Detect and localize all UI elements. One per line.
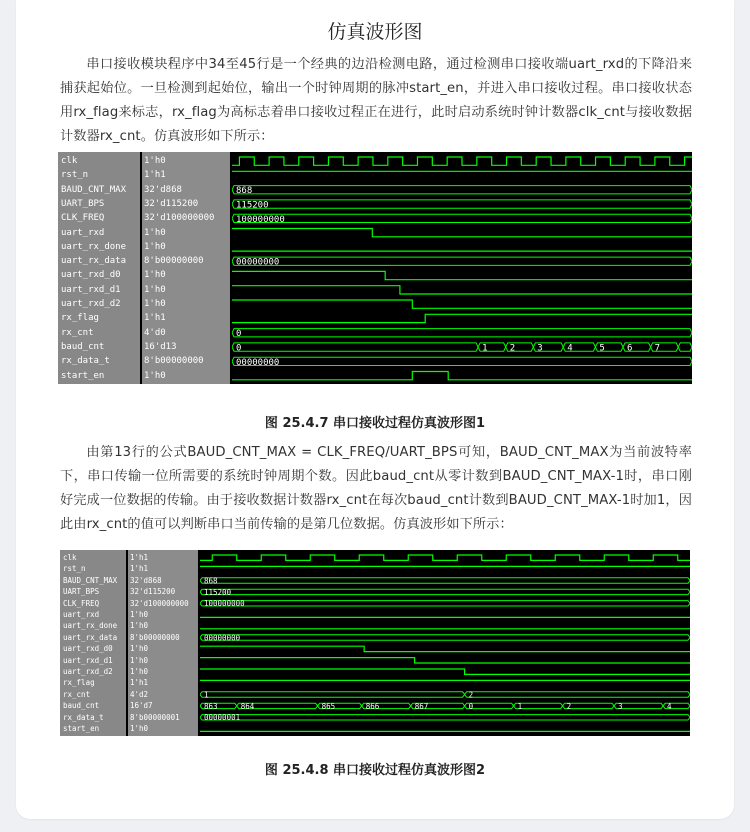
bus-value-label: 0 xyxy=(236,343,242,354)
signal-value-uart-rxd-d0: 1'h0 xyxy=(144,270,166,281)
paragraph-1-text: 串口接收模块程序中34至45行是一个经典的边沿检测电路，通过检测串口接收端uart_rxd的下降沿来捕获起始位。一旦检测到起始位，输出一个时钟周期的脉冲start_en，并进入串口接收过程。串口接收状态用rx_flag来标志，rx_flag为高标志着串口接收过程正在进行，此时启动系统时钟计数器clk_cnt与接收数据计数器rx_cnt。仿真波形如下所示： xyxy=(60,57,692,144)
wave-rx-flag xyxy=(232,314,692,322)
bus-value-label: 00000001 xyxy=(204,713,241,723)
wave-uart-rx-data xyxy=(200,633,690,642)
bus-value-label: 1 xyxy=(482,343,488,354)
signal-name-rx-data-t[interactable]: rx_data_t xyxy=(61,356,110,367)
figure-caption-1: 图 25.4.7 串口接收过程仿真波形图1 xyxy=(264,416,486,431)
signal-value-uart-rxd: 1'h0 xyxy=(130,610,149,619)
signal-name-uart-bps[interactable]: UART_BPS xyxy=(63,587,100,597)
signal-value-uart-rxd-d1: 1'h0 xyxy=(130,655,149,665)
bus-value-label: 5 xyxy=(599,343,605,354)
paragraph-1 xyxy=(60,53,692,149)
signal-name-baud-cnt[interactable]: baud_cnt xyxy=(63,701,100,711)
signal-name-uart-rxd-d1[interactable]: uart_rxd_d1 xyxy=(61,284,121,295)
signal-name-baud-cnt-max[interactable]: BAUD_CNT_MAX xyxy=(61,184,127,195)
page-title: 仿真波形图 xyxy=(327,21,423,43)
signal-name-uart-rxd[interactable]: uart_rxd xyxy=(61,227,105,238)
signal-name-uart-rxd-d1[interactable]: uart_rxd_d1 xyxy=(63,655,113,665)
bus-value-label: 00000000 xyxy=(236,357,280,368)
bus-value-label: 868 xyxy=(204,576,218,586)
bus-value-label: 865 xyxy=(321,701,336,711)
signal-name-uart-rx-data[interactable]: uart_rx_data xyxy=(63,632,118,642)
signal-value-uart-rx-done: 1'h0 xyxy=(130,621,149,631)
signal-value-clk-freq: 32'd100000000 xyxy=(144,213,215,224)
signal-name-clk[interactable]: clk xyxy=(61,156,78,166)
signal-name-rst-n[interactable]: rst_n xyxy=(63,564,86,574)
wave-uart-bps xyxy=(232,200,692,211)
wave-uart-rxd-d2 xyxy=(200,669,690,674)
signal-value-clk-freq: 32'd100000000 xyxy=(130,598,189,608)
bus-value-label: 0 xyxy=(236,329,242,340)
wave-rx-data-t xyxy=(232,357,692,368)
signal-value-uart-bps: 32'd115200 xyxy=(130,587,176,597)
waveform-plot xyxy=(232,152,692,384)
signal-name-rx-flag[interactable]: rx_flag xyxy=(61,313,99,324)
bus-value-label: 100000000 xyxy=(204,599,245,609)
signal-name-start-en[interactable]: start_en xyxy=(61,370,105,381)
wave-baud-cnt-max xyxy=(200,576,690,585)
bus-value-label: 6 xyxy=(627,343,633,354)
signal-value-rx-flag: 1'h1 xyxy=(144,313,166,324)
signal-value-rx-data-t: 8'b00000001 xyxy=(130,712,180,722)
wave-baud-cnt xyxy=(200,702,690,711)
signal-value-uart-rxd-d2: 1'h0 xyxy=(144,299,166,309)
signal-name-uart-rx-done[interactable]: uart_rx_done xyxy=(61,241,127,252)
signal-name-rx-cnt[interactable]: rx_cnt xyxy=(63,689,91,699)
signal-name-uart-rx-done[interactable]: uart_rx_done xyxy=(63,621,118,631)
signal-name-uart-rx-data[interactable]: uart_rx_data xyxy=(61,256,127,267)
signal-value-uart-rxd: 1'h0 xyxy=(144,227,166,238)
wave-uart-rxd-d0 xyxy=(200,646,690,651)
bus-value-label: 3 xyxy=(537,343,543,354)
signal-value-uart-rx-done: 1'h0 xyxy=(144,241,166,252)
wave-clk-freq xyxy=(232,214,692,225)
signal-value-rx-data-t: 8'b00000000 xyxy=(144,356,204,367)
bus-value-label: 7 xyxy=(654,343,661,354)
signal-value-clk: 1'h0 xyxy=(144,156,166,166)
signal-value-uart-rx-data: 8'b00000000 xyxy=(130,632,180,642)
signal-value-clk: 1'h1 xyxy=(130,553,149,562)
wave-clk xyxy=(232,157,692,165)
wave-uart-rxd-d0 xyxy=(232,271,692,279)
bus-value-label: 863 xyxy=(204,701,218,711)
bus-value-label: 2 xyxy=(509,343,516,354)
signal-value-rst-n: 1'h1 xyxy=(144,170,166,181)
wave-uart-rxd-d2 xyxy=(232,300,692,308)
wave-rx-data-t xyxy=(200,713,690,722)
bus-value-label: 115200 xyxy=(204,587,232,597)
bus-value-label: 2 xyxy=(468,690,474,700)
bus-value-label: 00000000 xyxy=(204,633,241,643)
signal-name-rst-n[interactable]: rst_n xyxy=(61,170,89,181)
signal-value-uart-rxd-d1: 1'h0 xyxy=(144,284,166,295)
wave-baud-cnt-max xyxy=(232,186,692,197)
signal-name-uart-rxd-d2[interactable]: uart_rxd_d2 xyxy=(63,667,113,676)
wave-uart-rxd xyxy=(232,229,692,237)
signal-value-rst-n: 1'h1 xyxy=(130,564,149,574)
wave-start-en xyxy=(232,372,692,380)
signal-value-uart-bps: 32'd115200 xyxy=(144,198,199,209)
signal-name-clk-freq[interactable]: CLK_FREQ xyxy=(63,598,100,608)
signal-value-baud-cnt: 16'd7 xyxy=(130,701,153,711)
signal-name-baud-cnt[interactable]: baud_cnt xyxy=(61,341,105,352)
signal-value-rx-flag: 1'h1 xyxy=(130,678,149,688)
waveform-figure-1 xyxy=(58,152,692,384)
signal-name-rx-cnt[interactable]: rx_cnt xyxy=(61,327,94,338)
bus-value-label: 1 xyxy=(204,690,209,700)
wave-uart-bps xyxy=(200,588,690,597)
signal-name-uart-rxd-d2[interactable]: uart_rxd_d2 xyxy=(61,299,121,309)
bus-value-label: 866 xyxy=(365,701,380,711)
signal-value-uart-rxd-d2: 1'h0 xyxy=(130,667,149,676)
bus-value-label: 1 xyxy=(517,701,523,711)
waveform-figure-2 xyxy=(60,550,690,736)
wave-clk-freq xyxy=(200,599,690,608)
signal-name-clk[interactable]: clk xyxy=(63,553,77,562)
paragraph-2 xyxy=(60,441,692,537)
bus-value-label: 115200 xyxy=(236,200,269,211)
paragraph-2-text: 由第13行的公式BAUD_CNT_MAX = CLK_FREQ/UART_BPS可知，BAUD_CNT_MAX为当前波特率下，串口传输一位所需要的系统时钟周期个数。因此baud_cnt从零计数到BAUD_CNT_MAX-1时，串口刚好完成一位数据的传输。由于接收数据计数器rx_cnt在每次baud_cnt计数到BAUD_CNT_MAX-1时加1，因此由rx_cnt的值可以判断串口当前传输的是第几位数据。仿真波形如下所示： xyxy=(60,445,692,532)
bus-value-label: 868 xyxy=(236,186,253,197)
signal-name-uart-rxd[interactable]: uart_rxd xyxy=(63,610,100,619)
signal-value-start-en: 1'h0 xyxy=(130,724,149,733)
wave-rx-cnt xyxy=(232,329,692,340)
wave-uart-rxd-d1 xyxy=(232,286,692,294)
signal-name-rx-data-t[interactable]: rx_data_t xyxy=(63,712,104,722)
bus-value-label: 864 xyxy=(240,701,255,711)
signal-value-rx-cnt: 4'd0 xyxy=(144,327,166,338)
bus-value-label: 0 xyxy=(468,701,474,711)
waveform-plot xyxy=(200,550,690,736)
signal-name-baud-cnt-max[interactable]: BAUD_CNT_MAX xyxy=(63,575,118,585)
signal-name-uart-rxd-d0[interactable]: uart_rxd_d0 xyxy=(61,270,121,281)
signal-value-start-en: 1'h0 xyxy=(144,370,166,381)
wave-uart-rxd-d1 xyxy=(200,658,690,663)
wave-clk xyxy=(200,555,690,560)
wave-rx-cnt xyxy=(200,690,690,699)
signal-value-uart-rxd-d0: 1'h0 xyxy=(130,644,149,654)
figure-caption-2: 图 25.4.8 串口接收过程仿真波形图2 xyxy=(264,763,486,778)
signal-name-uart-rxd-d0[interactable]: uart_rxd_d0 xyxy=(63,644,113,654)
signal-value-baud-cnt-max: 32'd868 xyxy=(144,184,182,195)
signal-name-clk-freq[interactable]: CLK_FREQ xyxy=(61,213,105,224)
signal-value-uart-rx-data: 8'b00000000 xyxy=(144,256,204,267)
bus-value-label: 4 xyxy=(667,701,672,711)
bus-value-label: 867 xyxy=(414,701,429,711)
signal-value-column xyxy=(128,550,198,736)
signal-name-column xyxy=(60,550,126,736)
signal-name-column xyxy=(58,152,140,384)
bus-value-label: 3 xyxy=(618,701,623,711)
signal-name-rx-flag[interactable]: rx_flag xyxy=(63,678,95,688)
signal-value-baud-cnt-max: 32'd868 xyxy=(130,575,162,585)
signal-value-baud-cnt: 16'd13 xyxy=(144,341,177,352)
bus-value-label: 4 xyxy=(567,343,573,354)
bus-value-label: 100000000 xyxy=(236,214,285,225)
wave-uart-rx-data xyxy=(232,257,692,268)
signal-value-column xyxy=(142,152,230,384)
signal-name-start-en[interactable]: start_en xyxy=(63,724,100,733)
signal-value-rx-cnt: 4'd2 xyxy=(130,689,149,699)
bus-value-label: 00000000 xyxy=(236,257,280,268)
signal-name-uart-bps[interactable]: UART_BPS xyxy=(61,198,105,209)
wave-baud-cnt xyxy=(232,343,692,354)
bus-value-label: 2 xyxy=(566,701,572,711)
